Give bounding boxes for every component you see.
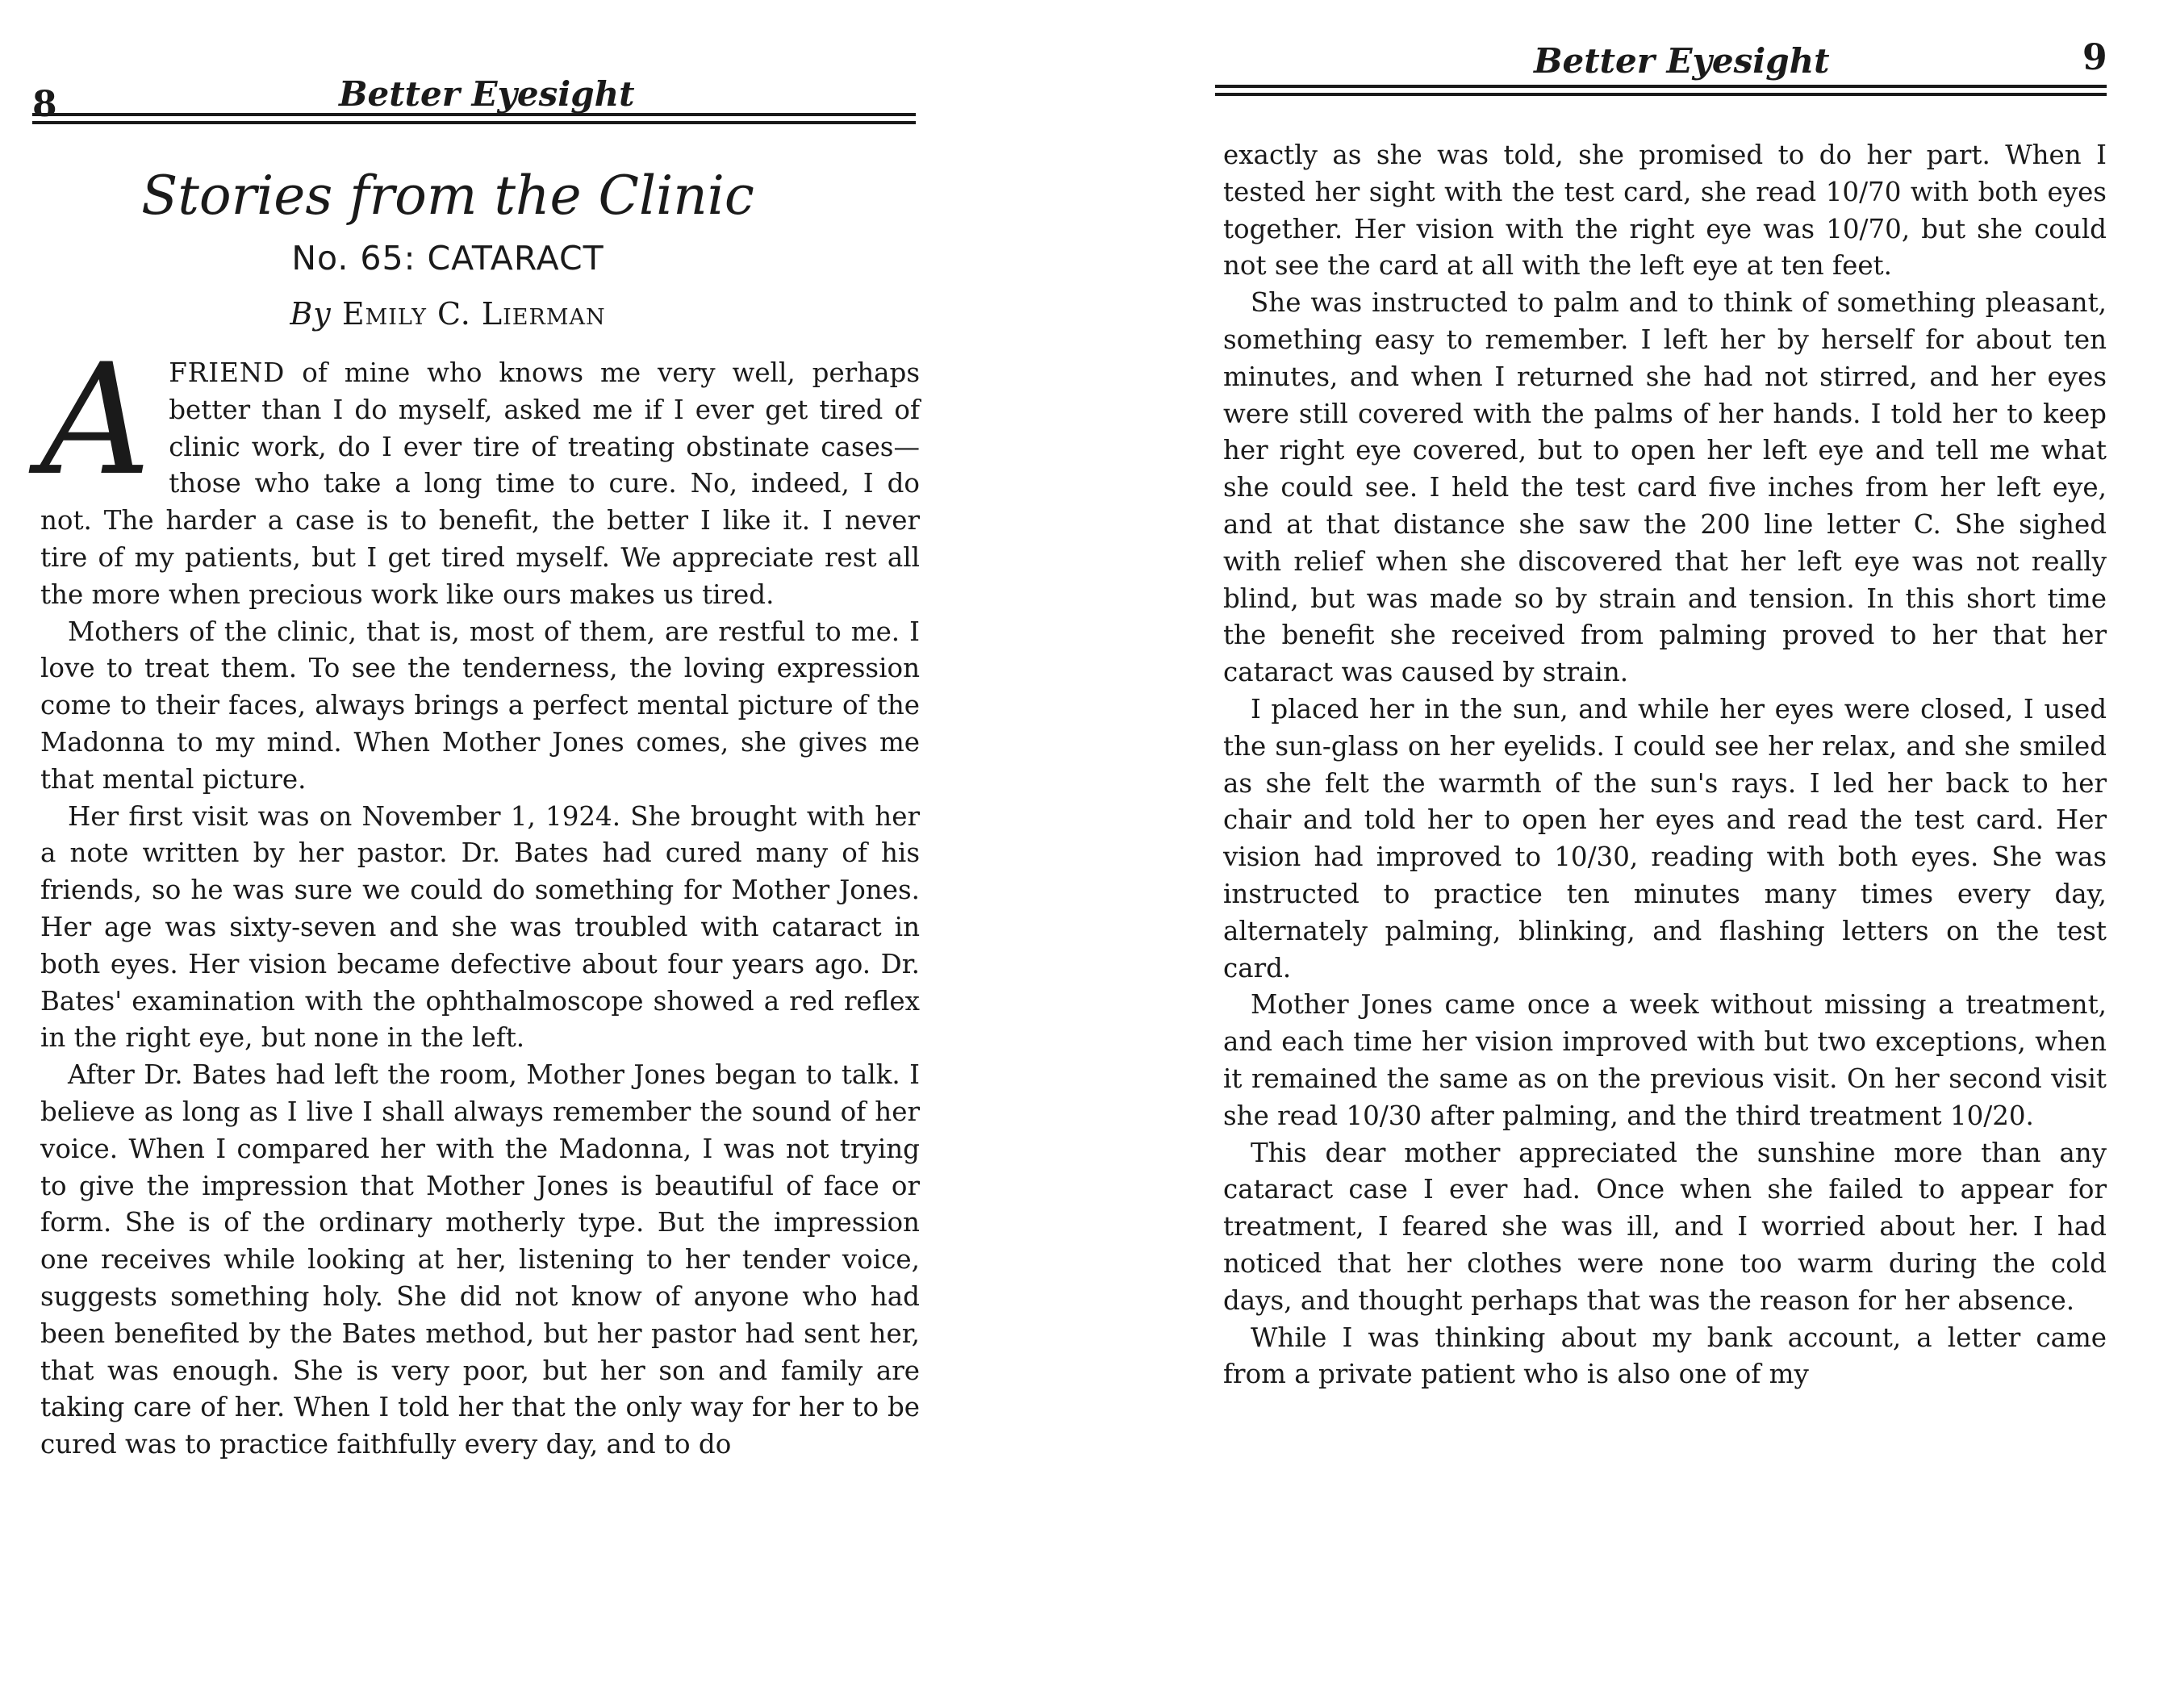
byline-author: Emily C. Lierman — [341, 296, 606, 332]
article-byline — [0, 296, 896, 332]
drop-cap: A — [40, 331, 152, 509]
running-head: Better Eyesight — [1534, 41, 1830, 81]
first-word: FRIEND — [169, 357, 286, 388]
paragraph: exactly as she was told, she promised to do her part. When I tested her sight with the test card, she read 10/70 with both eyes together. Her vision with the right eye was 10/70, but she could not see the card at all with the left eye at ten feet. — [1223, 140, 2107, 282]
header-double-rule — [32, 113, 916, 124]
right-page — [1086, 0, 2172, 1708]
article-number-line: No. 65: CATARACT — [291, 239, 604, 278]
paragraph: Her first visit was on November 1, 1924. She brought with her a note written by her pastor. Dr. Bates had cured many of his friends, so he was sure we could do something for Mother Jones. Her age was sixty-seven and she was troubled with cataract in both eyes. Her vision became defective about four years ago. Dr. Bates' examination with the ophthalmoscope showed a red reflex in the right eye, but none in the left. — [40, 800, 920, 1054]
byline-by: By — [290, 296, 332, 332]
article-title: Stories from the Clinic — [141, 165, 754, 227]
running-head: Better Eyesight — [339, 74, 635, 114]
paragraph: Mothers of the clinic, that is, most of them, are restful to me. I love to treat them. To see the tenderness, the loving expression come to their faces, always brings a perfect mental picture of the Madonna to my mind. When Mother Jones comes, she gives me that mental picture. — [40, 616, 920, 795]
paragraph: I placed her in the sun, and while her eyes were closed, I used the sun-glass on her eyelids. I could see her relax, and she smiled as she felt the warmth of the sun's rays. I led her back to her chair and told her to open her eyes and read the test card. Her vision had improved to 10/30, reading with both eyes. She was instructed to practice ten minutes many times every day, alternately palming, blinking, and flashing letters on the test card. — [1223, 693, 2107, 983]
left-text-column — [40, 331, 920, 1464]
header-double-rule — [1215, 85, 2107, 96]
paragraph: After Dr. Bates had left the room, Mother Jones began to talk. I believe as long as I live I shall always remember the sound of her voice. When I compared her with the Madonna, I was not trying to give the impression that Mother Jones is beautiful of face or form. She is of the ordinary motherly type. But the impression one receives while looking at her, listening to her tender voice, suggests something holy. She did not know of anyone who had been benefited by the Bates method, but her pastor had sent her, that was enough. She is very poor, but her son and family are taking care of her. When I told her that the only way for her to be cured was to practice faithfully every day, and to do — [40, 1059, 920, 1460]
right-text-column — [1223, 137, 2107, 1393]
paragraph: While I was thinking about my bank account, a letter came from a private patient who is also one of my — [1223, 1322, 2107, 1390]
paragraph: Mother Jones came once a week without missing a treatment, and each time her vision improved with but two exceptions, when it remained the same as on the previous visit. On her second visit she read 10/30 after palming, and the third treatment 10/20. — [1223, 989, 2107, 1131]
paragraph — [40, 331, 920, 614]
page-number: 9 — [2082, 37, 2107, 78]
paragraph: This dear mother appreciated the sunshine more than any cataract case I ever had. Once when she failed to appear for treatment, I feared she was ill, and I worried about her. I had noticed that her clothes were none too warm during the cold days, and thought perhaps that was the reason for her absence. — [1223, 1137, 2107, 1316]
page-number: 8 — [32, 84, 57, 125]
paragraph-text: of mine who knows me very well, perhaps better than I do myself, asked me if I ever get tired of clinic work, do I ever tire of treating obstinate cases—those who take a long time to cure. No, indeed, I do not. The harder a case is to benefit, the better I like it. I never tire of my patients, but I get tired myself. We appreciate rest all the more when precious work like ours makes us tired. — [40, 357, 920, 610]
paragraph: She was instructed to palm and to think of something pleasant, something easy to remember. I left her by herself for about ten minutes, and when I returned she had not stirred, and her eyes were still covered with the palms of her hands. I told her to keep her right eye covered, but to open her left eye and tell me what she could see. I held the test card five inches from her left eye, and at that distance she saw the 200 line letter C. She sighed with relief when she discovered that her left eye was not really blind, but was made so by strain and tension. In this short time the benefit she received from palming proved to her that her cataract was caused by strain. — [1223, 287, 2107, 688]
